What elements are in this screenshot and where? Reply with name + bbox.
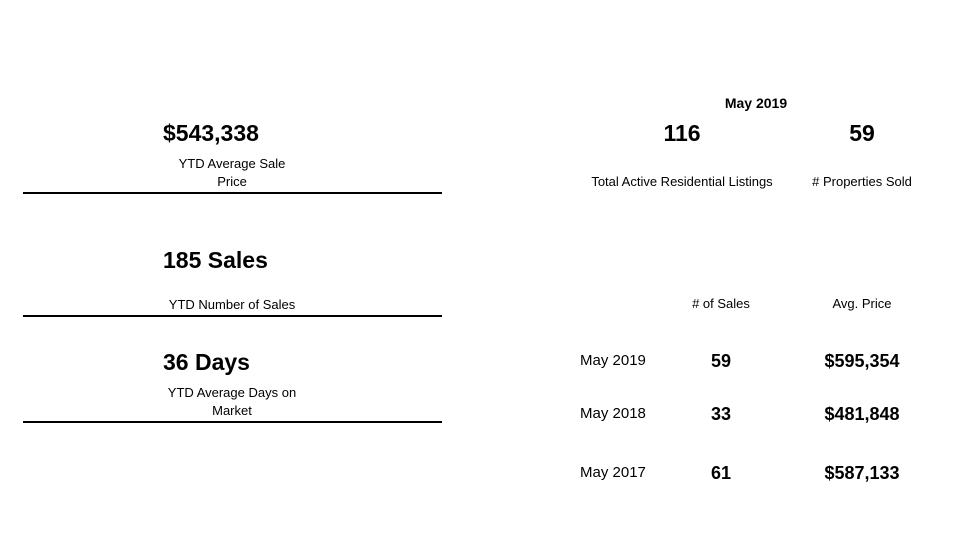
column-header-avg-price: Avg. Price [832, 296, 892, 311]
active-listings-label: Total Active Residential Listings [591, 174, 773, 189]
row-month: May 2018 [580, 405, 646, 422]
table-row [0, 403, 960, 427]
ytd-avg-sale-price-label-line2: Price [217, 174, 247, 189]
table-row [0, 462, 960, 486]
ytd-avg-sale-price-value: $543,338 [163, 120, 259, 146]
row-sales: 59 [710, 351, 732, 371]
properties-sold-label: # Properties Sold [812, 174, 912, 189]
row-avg-price: $595,354 [824, 351, 900, 371]
row-avg-price: $481,848 [824, 404, 900, 424]
row-avg-price: $587,133 [824, 463, 900, 483]
ytd-num-sales-value: 185 Sales [163, 247, 268, 273]
row-month: May 2017 [580, 464, 646, 481]
row-month: May 2019 [580, 352, 646, 369]
ytd-avg-days-label-line2: Market [212, 403, 252, 418]
row-sales: 61 [710, 463, 732, 483]
ytd-avg-days-label-line1: YTD Average Days on [167, 385, 297, 400]
properties-sold-value: 59 [849, 120, 875, 146]
table-row [0, 350, 960, 374]
row-sales: 33 [710, 404, 732, 424]
ytd-avg-days-value: 36 Days [163, 349, 250, 375]
active-listings-value: 116 [663, 120, 701, 146]
month-summary-title: May 2019 [724, 95, 788, 111]
ytd-avg-sale-price-label-line1: YTD Average Sale [178, 156, 286, 171]
column-header-sales: # of Sales [692, 296, 750, 311]
ytd-num-sales-label: YTD Number of Sales [168, 297, 296, 312]
